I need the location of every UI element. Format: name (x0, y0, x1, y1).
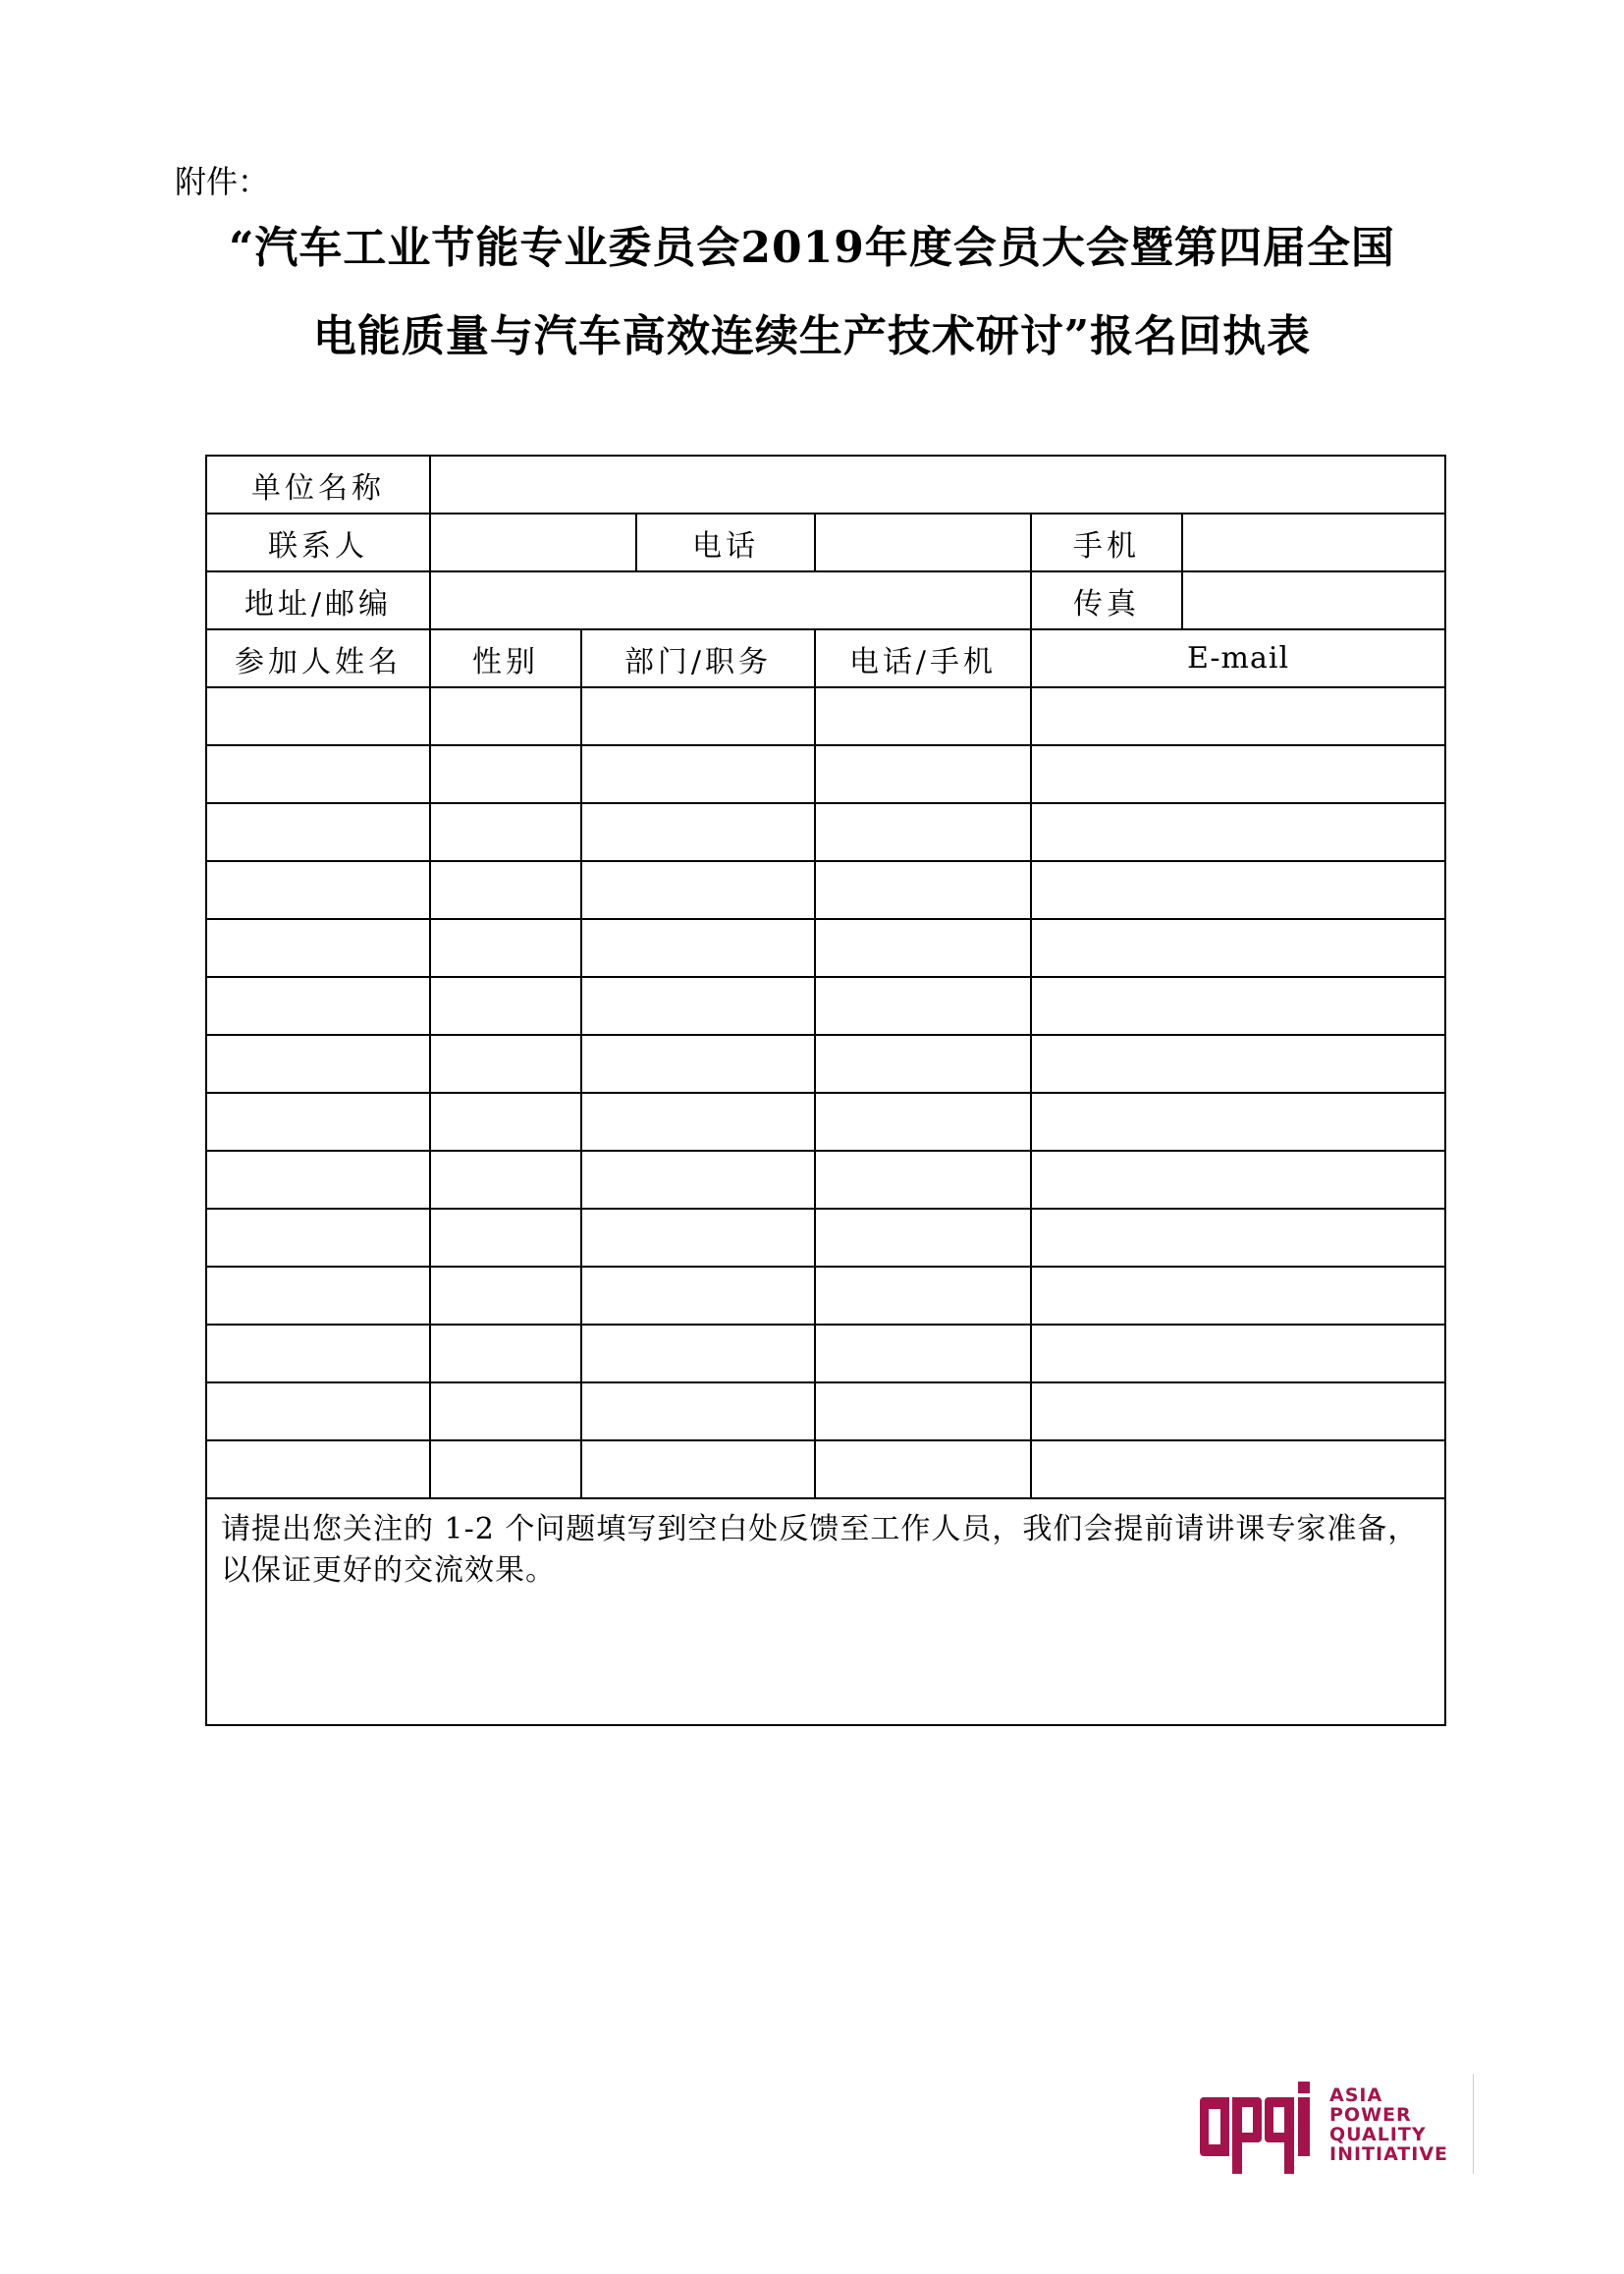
attendee-department-cell[interactable] (581, 1209, 815, 1267)
attendee-name-cell[interactable] (206, 861, 430, 919)
attendee-gender-cell[interactable] (430, 1209, 581, 1267)
attendee-name-cell[interactable] (206, 1151, 430, 1209)
attendee-phone-cell[interactable] (815, 1151, 1031, 1209)
notes-field[interactable]: 请提出您关注的 1-2 个问题填写到空白处反馈至工作人员，我们会提前请讲课专家准备，以保证更好的交流效果。 (206, 1498, 1445, 1725)
attendee-department-cell[interactable] (581, 687, 815, 745)
attendee-name-cell[interactable] (206, 1325, 430, 1382)
column-header-gender: 性别 (430, 629, 581, 687)
contact-row (206, 514, 1445, 571)
mobile-field[interactable] (1182, 514, 1445, 571)
attendee-email-cell[interactable] (1031, 1093, 1445, 1151)
attendee-name-cell[interactable] (206, 1267, 430, 1325)
column-header-name: 参加人姓名 (206, 629, 430, 687)
attendee-row (206, 1035, 1445, 1093)
form-title-line-1: “汽车工业节能专业委员会2019年度会员大会暨第四届全国 (229, 223, 1395, 273)
apqi-logo-mark (1200, 2082, 1310, 2174)
attendee-department-cell[interactable] (581, 1325, 815, 1382)
attendee-name-cell[interactable] (206, 687, 430, 745)
attendee-phone-cell[interactable] (815, 1267, 1031, 1325)
fax-label: 传真 (1031, 571, 1182, 629)
attendee-email-cell[interactable] (1031, 1267, 1445, 1325)
attendee-phone-cell[interactable] (815, 1382, 1031, 1440)
attendee-department-cell[interactable] (581, 861, 815, 919)
attendee-gender-cell[interactable] (430, 1325, 581, 1382)
attendee-name-cell[interactable] (206, 919, 430, 977)
attendee-email-cell[interactable] (1031, 1440, 1445, 1498)
attendee-email-cell[interactable] (1031, 803, 1445, 861)
column-header-email: E-mail (1031, 629, 1445, 687)
attendee-phone-cell[interactable] (815, 745, 1031, 803)
attendee-gender-cell[interactable] (430, 1440, 581, 1498)
unit-name-row (206, 456, 1445, 514)
contact-label: 联系人 (206, 514, 430, 571)
attendee-name-cell[interactable] (206, 1093, 430, 1151)
attendee-department-cell[interactable] (581, 1440, 815, 1498)
attendee-phone-cell[interactable] (815, 687, 1031, 745)
attendee-email-cell[interactable] (1031, 687, 1445, 745)
attendee-department-cell[interactable] (581, 1151, 815, 1209)
attendee-name-cell[interactable] (206, 1440, 430, 1498)
unit-name-label: 单位名称 (206, 456, 430, 514)
attendee-name-cell[interactable] (206, 977, 430, 1035)
attendee-row (206, 977, 1445, 1035)
attendee-department-cell[interactable] (581, 1267, 815, 1325)
address-row (206, 571, 1445, 629)
attendee-name-cell[interactable] (206, 803, 430, 861)
attendee-gender-cell[interactable] (430, 687, 581, 745)
attendee-phone-cell[interactable] (815, 977, 1031, 1035)
logo-line-power: POWER (1329, 2104, 1412, 2126)
attendee-name-cell[interactable] (206, 1382, 430, 1440)
attendee-email-cell[interactable] (1031, 1325, 1445, 1382)
fax-field[interactable] (1182, 571, 1445, 629)
registration-form-table (205, 455, 1446, 1726)
attendee-phone-cell[interactable] (815, 919, 1031, 977)
attendee-email-cell[interactable] (1031, 1035, 1445, 1093)
attendee-row (206, 803, 1445, 861)
attendee-department-cell[interactable] (581, 919, 815, 977)
attendee-department-cell[interactable] (581, 1035, 815, 1093)
attendee-email-cell[interactable] (1031, 977, 1445, 1035)
attendee-email-cell[interactable] (1031, 745, 1445, 803)
attendee-rows (206, 687, 1445, 1498)
attendee-phone-cell[interactable] (815, 803, 1031, 861)
attendee-email-cell[interactable] (1031, 861, 1445, 919)
attendee-gender-cell[interactable] (430, 745, 581, 803)
mobile-label: 手机 (1031, 514, 1182, 571)
attendee-department-cell[interactable] (581, 745, 815, 803)
attendee-phone-cell[interactable] (815, 1440, 1031, 1498)
attendee-gender-cell[interactable] (430, 1035, 581, 1093)
logo-divider (1473, 2074, 1474, 2174)
attendee-gender-cell[interactable] (430, 1151, 581, 1209)
attendee-department-cell[interactable] (581, 1382, 815, 1440)
column-header-department: 部门/职务 (581, 629, 815, 687)
unit-name-field[interactable] (430, 456, 1445, 514)
notes-row (206, 1498, 1445, 1725)
attendee-gender-cell[interactable] (430, 803, 581, 861)
attendee-phone-cell[interactable] (815, 1035, 1031, 1093)
attendee-gender-cell[interactable] (430, 1093, 581, 1151)
attendee-row (206, 1267, 1445, 1325)
column-header-phone: 电话/手机 (815, 629, 1031, 687)
attendee-row (206, 1209, 1445, 1267)
apqi-logo-wordmark (1329, 2085, 1448, 2164)
attendee-row (206, 861, 1445, 919)
attendee-row (206, 687, 1445, 745)
contact-field[interactable] (430, 514, 636, 571)
logo-line-asia: ASIA (1329, 2084, 1383, 2106)
phone-label: 电话 (636, 514, 815, 571)
phone-field[interactable] (815, 514, 1031, 571)
attendee-email-cell[interactable] (1031, 1151, 1445, 1209)
attendee-department-cell[interactable] (581, 977, 815, 1035)
attendee-phone-cell[interactable] (815, 1093, 1031, 1151)
attendee-email-cell[interactable] (1031, 1382, 1445, 1440)
attendee-gender-cell[interactable] (430, 977, 581, 1035)
logo-line-quality: QUALITY (1329, 2124, 1427, 2145)
attendee-email-cell[interactable] (1031, 1209, 1445, 1267)
attendee-name-cell[interactable] (206, 1209, 430, 1267)
attendee-department-cell[interactable] (581, 803, 815, 861)
attendee-row (206, 1325, 1445, 1382)
attendee-department-cell[interactable] (581, 1093, 815, 1151)
attendee-row (206, 919, 1445, 977)
attendee-name-cell[interactable] (206, 1035, 430, 1093)
attendee-row (206, 1382, 1445, 1440)
attendee-row (206, 1151, 1445, 1209)
form-title-line-2: 电能质量与汽车高效连续生产技术研讨”报名回执表 (312, 311, 1312, 361)
attendee-row (206, 1440, 1445, 1498)
attendee-gender-cell[interactable] (430, 1267, 581, 1325)
attachment-label: 附件： (175, 163, 270, 200)
attendee-row (206, 745, 1445, 803)
attendee-gender-cell[interactable] (430, 919, 581, 977)
attendee-phone-cell[interactable] (815, 861, 1031, 919)
attendee-header-row (206, 629, 1445, 687)
attendee-phone-cell[interactable] (815, 1209, 1031, 1267)
attendee-gender-cell[interactable] (430, 1382, 581, 1440)
attendee-gender-cell[interactable] (430, 861, 581, 919)
attendee-row (206, 1093, 1445, 1151)
address-field[interactable] (430, 571, 1031, 629)
attendee-email-cell[interactable] (1031, 919, 1445, 977)
logo-line-initiative: INITIATIVE (1329, 2143, 1449, 2165)
attendee-phone-cell[interactable] (815, 1325, 1031, 1382)
address-label: 地址/邮编 (206, 571, 430, 629)
attendee-name-cell[interactable] (206, 745, 430, 803)
